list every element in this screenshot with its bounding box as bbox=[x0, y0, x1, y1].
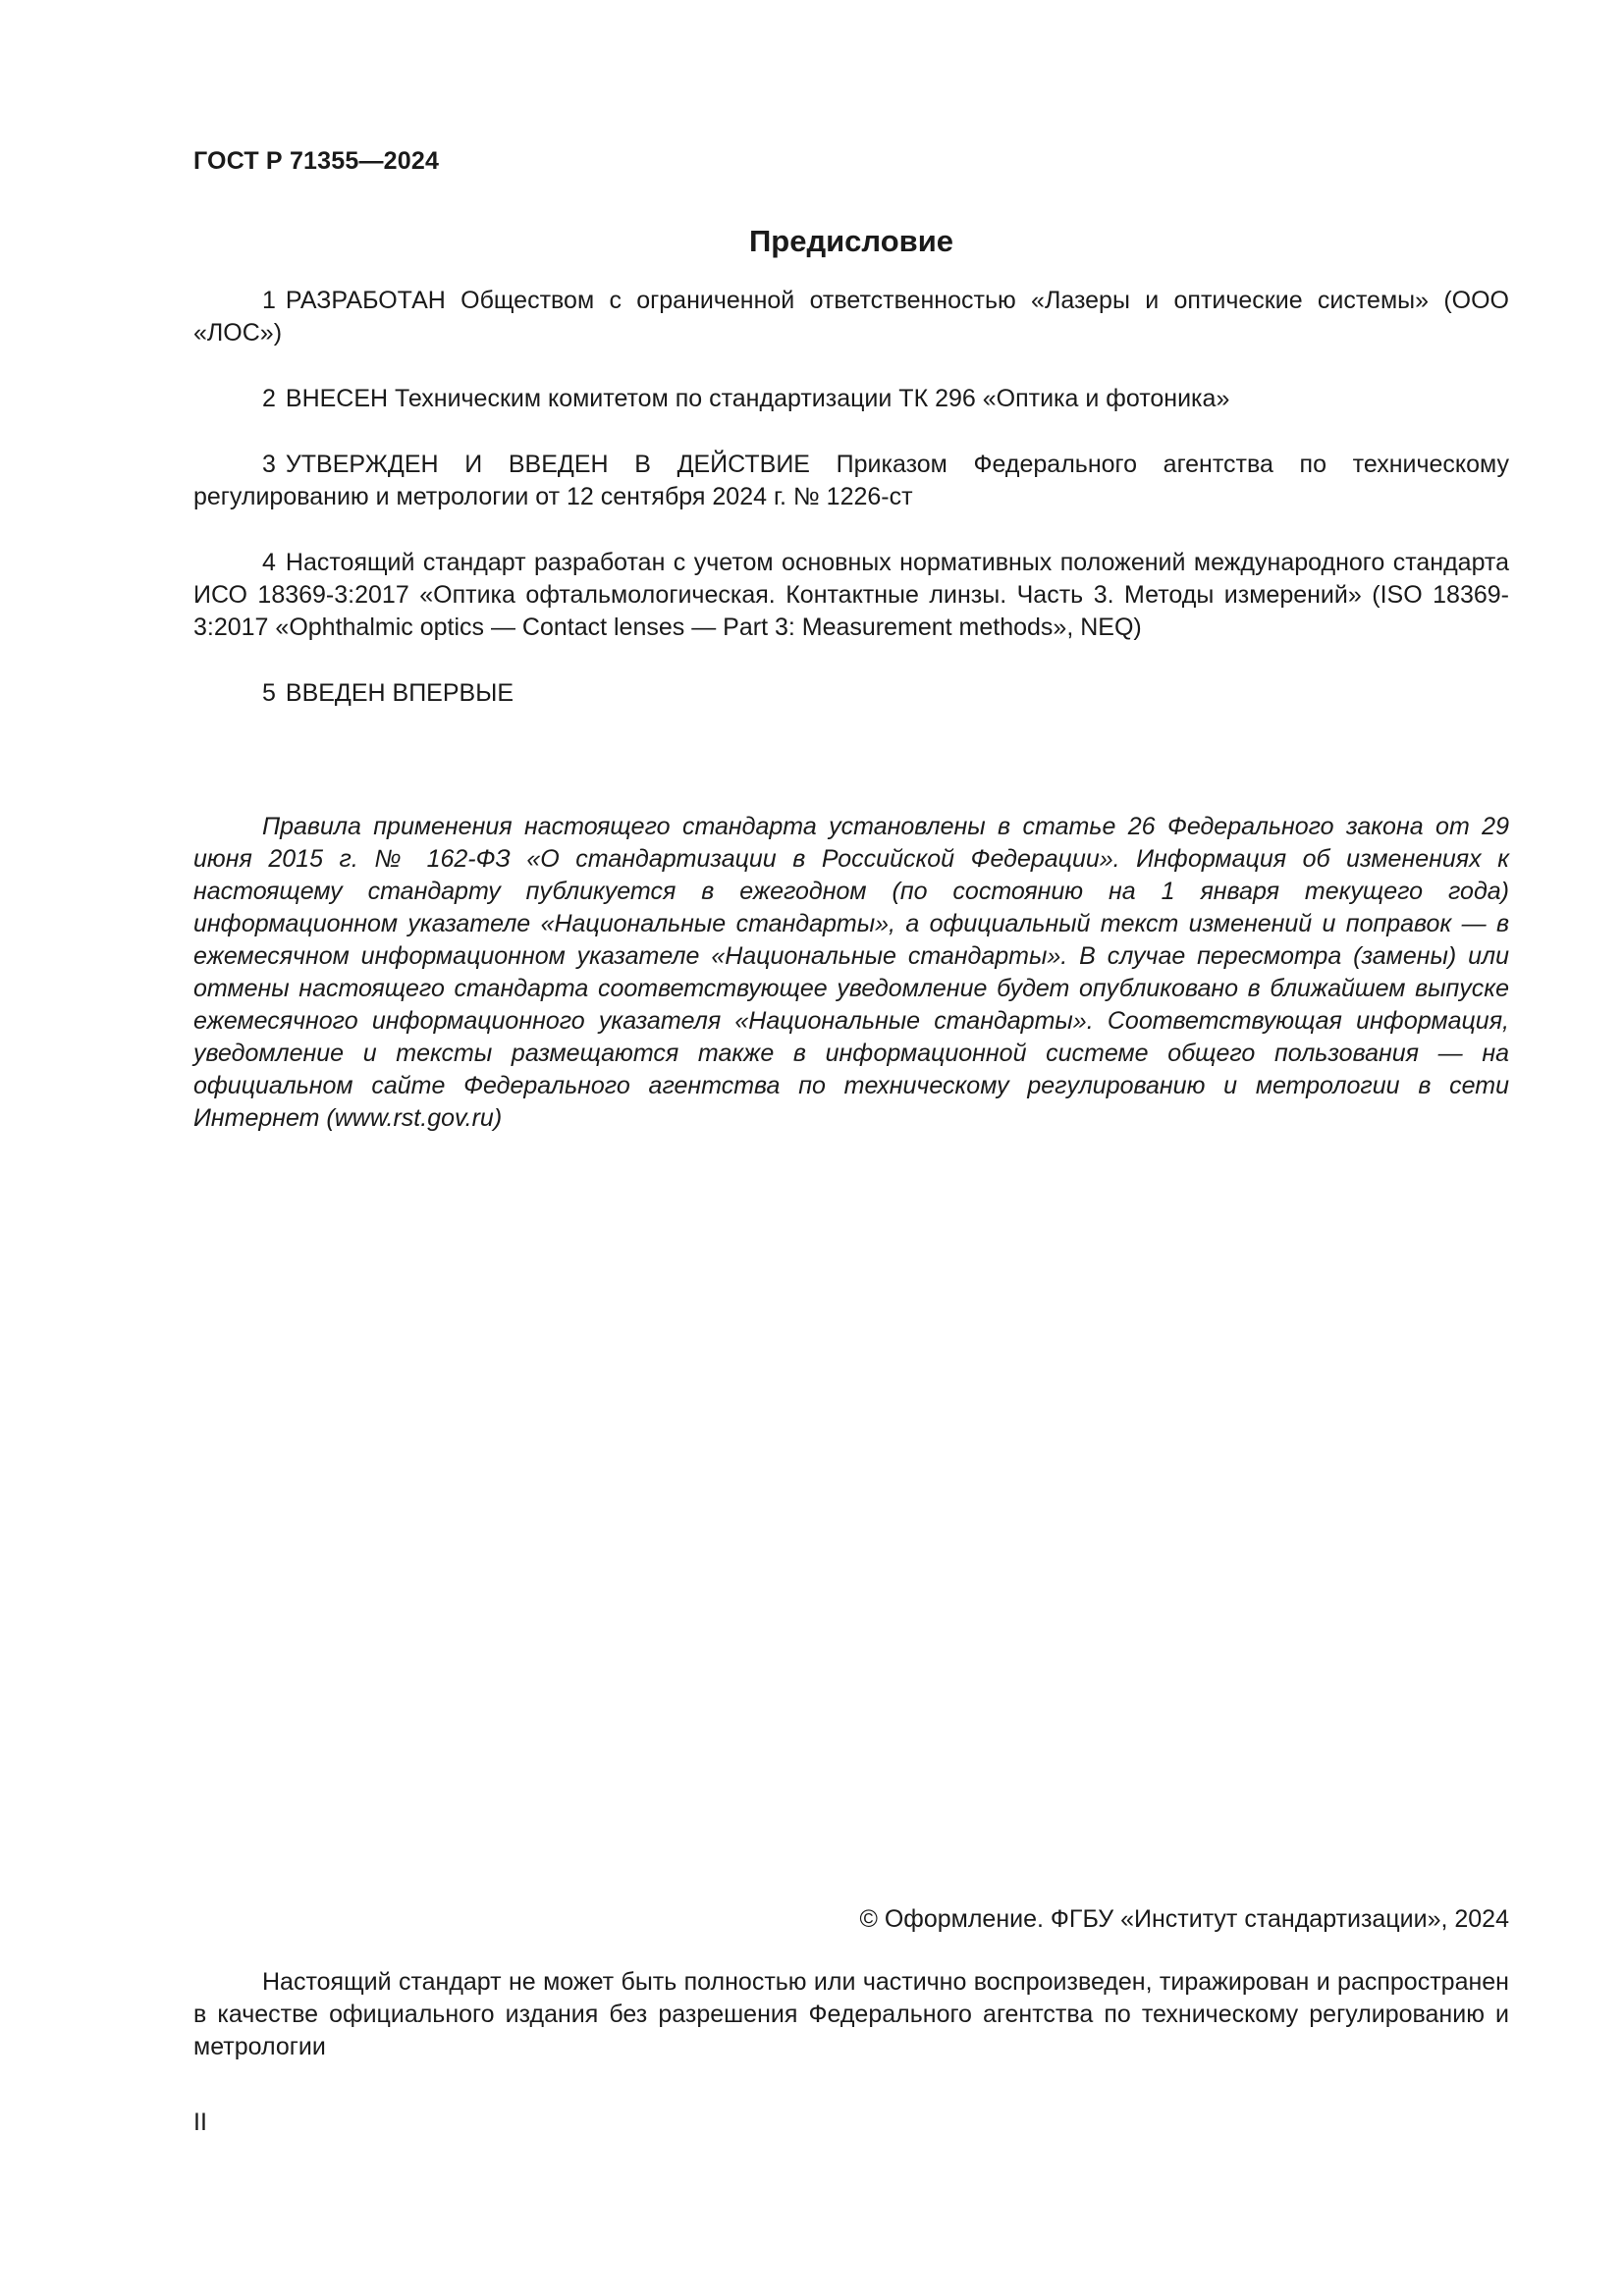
item-text: ВВЕДЕН ВПЕРВЫЕ bbox=[285, 679, 514, 707]
page-number: II bbox=[193, 2109, 207, 2136]
preface-item bbox=[193, 449, 1509, 513]
page-title: Предисловие bbox=[748, 224, 953, 258]
item-number: 2 bbox=[262, 385, 276, 412]
preface-items bbox=[193, 285, 1509, 743]
preface-item bbox=[193, 547, 1509, 644]
preface-item bbox=[193, 285, 1509, 349]
item-text: ВНЕСЕН Техническим комитетом по стандартизации ТК 296 «Оптика и фотоника» bbox=[285, 385, 1230, 412]
item-number: 3 bbox=[262, 451, 276, 478]
application-rules-note: Правила применения настоящего стандарта установлены в статье 26 Федерального закона от 29 июня 2015 г. № 162-ФЗ «О стандартизации в Российской Федерации». Информация об изменениях к настоящему стандарту публикуется в ежегодном (по состоянию на 1 января текущего года) информационном указателе «Национальные стандарты», а официальный текст изменений и поправок — в ежемесячном информационном указателе «Национальные стандарты». В случае пересмотра (замены) или отмены настоящего стандарта соответствующее уведомление будет опубликовано в ближайшем выпуске ежемесячного информационного указателя «Национальные стандарты». Соответствующая информация, уведомление и тексты размещаются также в информационной системе общего пользования — на официальном сайте Федерального агентства по техническому регулированию и метрологии в сети Интернет (www.rst.gov.ru) bbox=[193, 813, 1509, 1132]
item-text: Настоящий стандарт разработан с учетом основных нормативных положений международного стандарта ИСО 18369-3:2017 «Оптика офтальмологическая. Контактные линзы. Часть 3. Методы измерений» (ISO 18369-3:2017 «Ophthalmic optics — Contact lenses — Part 3: Measurement methods», NEQ) bbox=[193, 549, 1509, 641]
preface-item bbox=[193, 383, 1509, 415]
item-number: 4 bbox=[262, 549, 276, 576]
item-number: 1 bbox=[262, 287, 276, 314]
reproduction-notice: Настоящий стандарт не может быть полностью или частично воспроизведен, тиражирован и распространен в качестве официального издания без разрешения Федерального агентства по техническому регулированию и метрологии bbox=[193, 1968, 1509, 2060]
preface-item bbox=[193, 677, 1509, 710]
standard-code: ГОСТ Р 71355—2024 bbox=[193, 147, 440, 175]
copyright-notice: © Оформление. ФГБУ «Институт стандартизации», 2024 bbox=[859, 1905, 1509, 1933]
item-text: УТВЕРЖДЕН И ВВЕДЕН В ДЕЙСТВИЕ Приказом Федерального агентства по техническому регулированию и метрологии от 12 сентября 2024 г. № 1226-ст bbox=[193, 451, 1509, 510]
item-number: 5 bbox=[262, 679, 276, 707]
item-text: РАЗРАБОТАН Обществом с ограниченной ответственностью «Лазеры и оптические системы» (ООО «ЛОС») bbox=[193, 287, 1509, 347]
